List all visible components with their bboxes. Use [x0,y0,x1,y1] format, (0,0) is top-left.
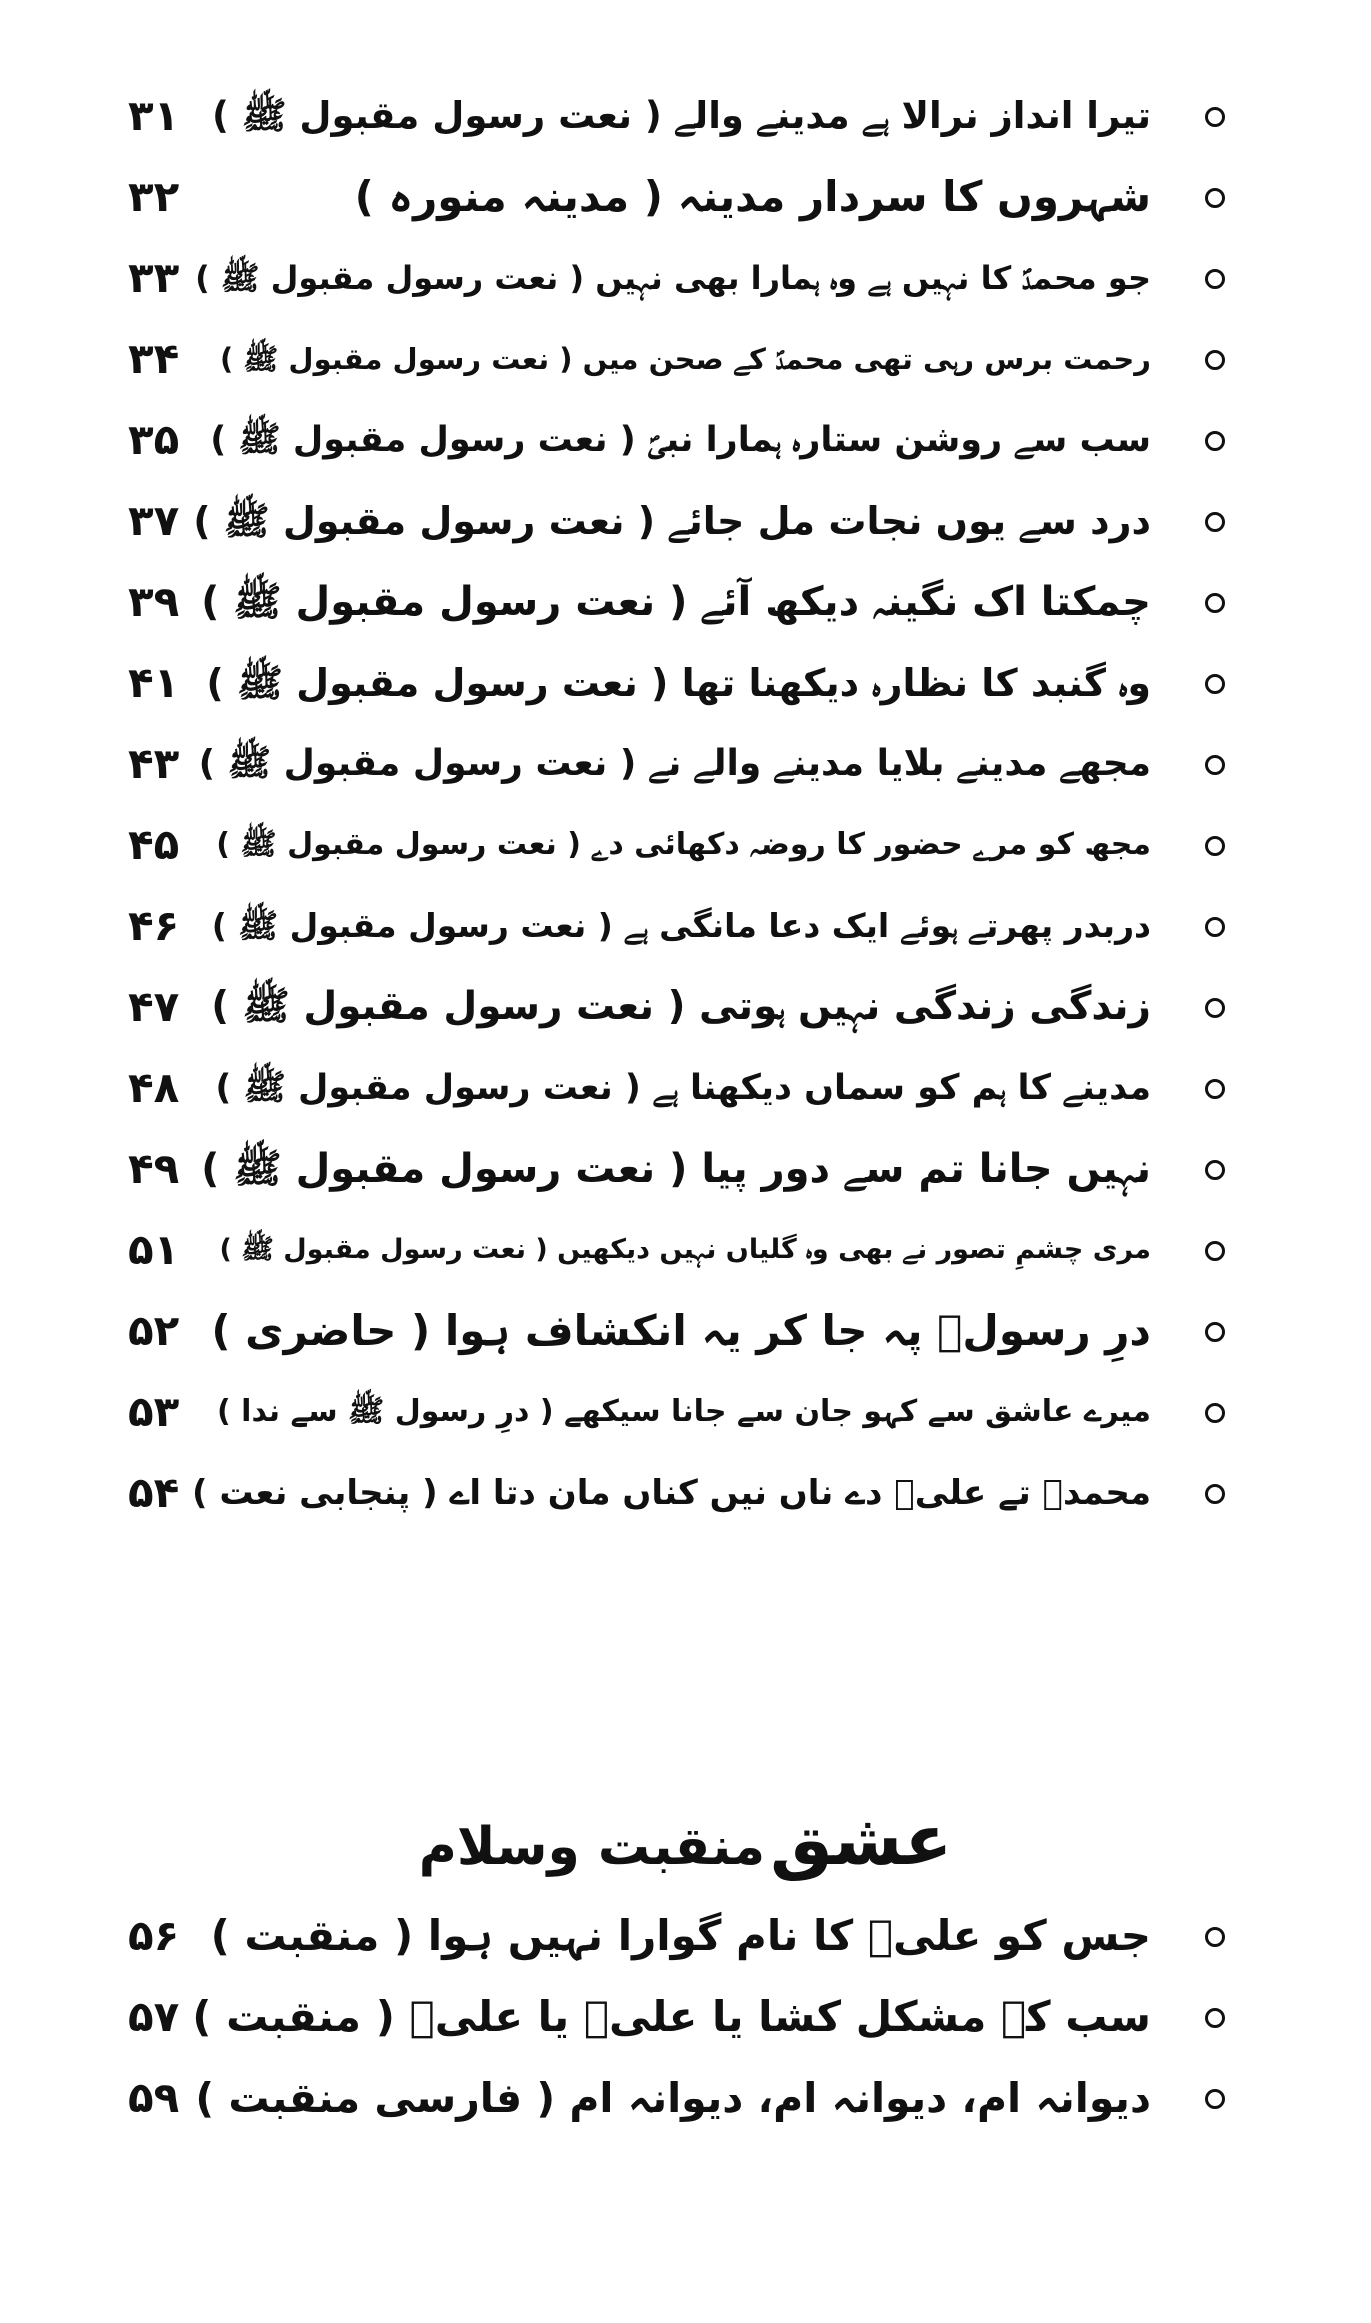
entry-page-number: ۴۸ [128,1063,180,1112]
entry-title: سب کے مشکل کشا یا علیؑ یا علیؑ ( منقبت ) [192,1992,1151,2041]
section-heading-title: منقبت وسلام [418,1817,766,1877]
circle-bullet-icon [1205,2008,1225,2028]
entry-title: درِ رسولؐ پہ جا کر یہ انکشاف ہوا ( حاضری ) [211,1306,1151,1355]
toc-entry[interactable] [0,323,1371,403]
circle-bullet-icon [1205,107,1225,127]
toc-entry[interactable] [0,1981,1371,2061]
entry-page-number: ۴۷ [128,982,180,1031]
entry-page-number: ۵۶ [128,1911,180,1960]
circle-bullet-icon [1205,593,1225,613]
entry-page-number: ۴۶ [128,901,180,950]
circle-bullet-icon [1205,350,1225,370]
entry-page-number: ۵۱ [128,1225,180,1274]
circle-bullet-icon [1205,1927,1225,1947]
circle-bullet-icon [1205,917,1225,937]
entry-page-number: ۵۲ [128,1306,180,1355]
toc-entry[interactable] [0,809,1371,889]
entry-page-number: ۴۳ [128,739,180,788]
circle-bullet-icon [1205,2089,1225,2109]
entry-title: جو محمدؐ کا نہیں ہے وہ ہمارا بھی نہیں ( نعت رسول مقبول ﷺ ) [195,259,1151,297]
entry-page-number: ۳۷ [128,496,180,545]
toc-entry[interactable] [0,890,1371,970]
entry-page-number: ۳۳ [128,253,180,302]
toc-entry[interactable] [0,2062,1371,2142]
entry-title: محمدؐ تے علیؑ دے ناں نیں کناں مان دتا اے ( پنجابی نعت ) [192,1473,1151,1513]
toc-entry[interactable] [0,1900,1371,1980]
entry-page-number: ۳۴ [128,334,180,383]
toc-entry[interactable] [0,728,1371,808]
section-heading-highlight: عشق [770,1799,953,1881]
entry-page-number: ۵۷ [128,1992,180,2041]
entry-title: زندگی زندگی نہیں ہوتی ( نعت رسول مقبول ﷺ ) [211,984,1151,1029]
entry-title: مری چشمِ تصور نے بھی وہ گلیاں نہیں دیکھیں ( نعت رسول مقبول ﷺ ) [219,1234,1151,1265]
entry-page-number: ۴۵ [128,820,180,869]
entry-title: سب سے روشن ستارہ ہمارا نبیؐ ( نعت رسول مقبول ﷺ ) [210,420,1151,460]
circle-bullet-icon [1205,836,1225,856]
toc-entry[interactable] [0,161,1371,241]
entry-title: درد سے یوں نجات مل جائے ( نعت رسول مقبول ﷺ ) [193,499,1151,543]
entry-page-number: ۳۱ [128,91,180,140]
circle-bullet-icon [1205,1079,1225,1099]
circle-bullet-icon [1205,512,1225,532]
entry-page-number: ۵۳ [128,1387,180,1436]
circle-bullet-icon [1205,998,1225,1018]
toc-entry[interactable] [0,1214,1371,1294]
entry-title: مجھ کو مرے حضور کا روضہ دکھائی دے ( نعت رسول مقبول ﷺ ) [216,827,1151,862]
entry-title: وہ گنبد کا نظارہ دیکھنا تھا ( نعت رسول مقبول ﷺ ) [206,661,1151,705]
circle-bullet-icon [1205,1322,1225,1342]
circle-bullet-icon [1205,674,1225,694]
toc-entry[interactable] [0,971,1371,1051]
circle-bullet-icon [1205,188,1225,208]
entry-title: جس کو علیؑ کا نام گوارا نہیں ہوا ( منقبت ) [210,1911,1151,1960]
entry-title: نہیں جانا تم سے دور پیا ( نعت رسول مقبول ﷺ ) [201,1146,1151,1192]
entry-title: تیرا انداز نرالا ہے مدینے والے ( نعت رسول مقبول ﷺ ) [212,94,1151,137]
entry-title: رحمت برس رہی تھی محمدؐ کے صحن میں ( نعت رسول مقبول ﷺ ) [219,342,1151,376]
toc-entry[interactable] [0,1295,1371,1375]
toc-entry[interactable] [0,1376,1371,1456]
circle-bullet-icon [1205,1484,1225,1504]
toc-entry[interactable] [0,1457,1371,1537]
circle-bullet-icon [1205,269,1225,289]
entry-title: دیوانہ ام، دیوانہ ام، دیوانہ ام ( فارسی منقبت ) [195,2074,1151,2122]
entry-title: شہروں کا سردار مدینہ ( مدینہ منورہ ) [354,172,1151,221]
entry-page-number: ۴۱ [128,658,180,707]
toc-entry[interactable] [0,647,1371,727]
entry-title: مجھے مدینے بلایا مدینے والے نے ( نعت رسول مقبول ﷺ ) [198,743,1151,784]
toc-entry[interactable] [0,242,1371,322]
entry-title: میرے عاشق سے کہو جان سے جانا سیکھے ( درِ رسول ﷺ سے ندا ) [217,1394,1151,1429]
entry-title: مدینے کا ہم کو سماں دیکھنا ہے ( نعت رسول مقبول ﷺ ) [215,1068,1151,1108]
section-heading [0,1795,1371,1892]
circle-bullet-icon [1205,1403,1225,1423]
toc-entry[interactable] [0,485,1371,565]
circle-bullet-icon [1205,431,1225,451]
circle-bullet-icon [1205,755,1225,775]
entry-page-number: ۳۲ [128,172,180,221]
entry-page-number: ۵۹ [128,2073,180,2122]
entry-page-number: ۳۹ [128,577,180,626]
entry-title: چمکتا اک نگینہ دیکھ آئے ( نعت رسول مقبول ﷺ ) [201,579,1151,625]
entry-page-number: ۵۴ [128,1468,180,1517]
toc-entry[interactable] [0,1133,1371,1213]
circle-bullet-icon [1205,1241,1225,1261]
toc-entry[interactable] [0,566,1371,646]
circle-bullet-icon [1205,1160,1225,1180]
toc-entry[interactable] [0,1052,1371,1132]
entry-page-number: ۳۵ [128,415,180,464]
entry-page-number: ۴۹ [128,1144,180,1193]
toc-entry[interactable] [0,80,1371,160]
entry-title: دربدر پھرتے ہوئے ایک دعا مانگی ہے ( نعت رسول مقبول ﷺ ) [211,906,1151,945]
toc-entry[interactable] [0,404,1371,484]
